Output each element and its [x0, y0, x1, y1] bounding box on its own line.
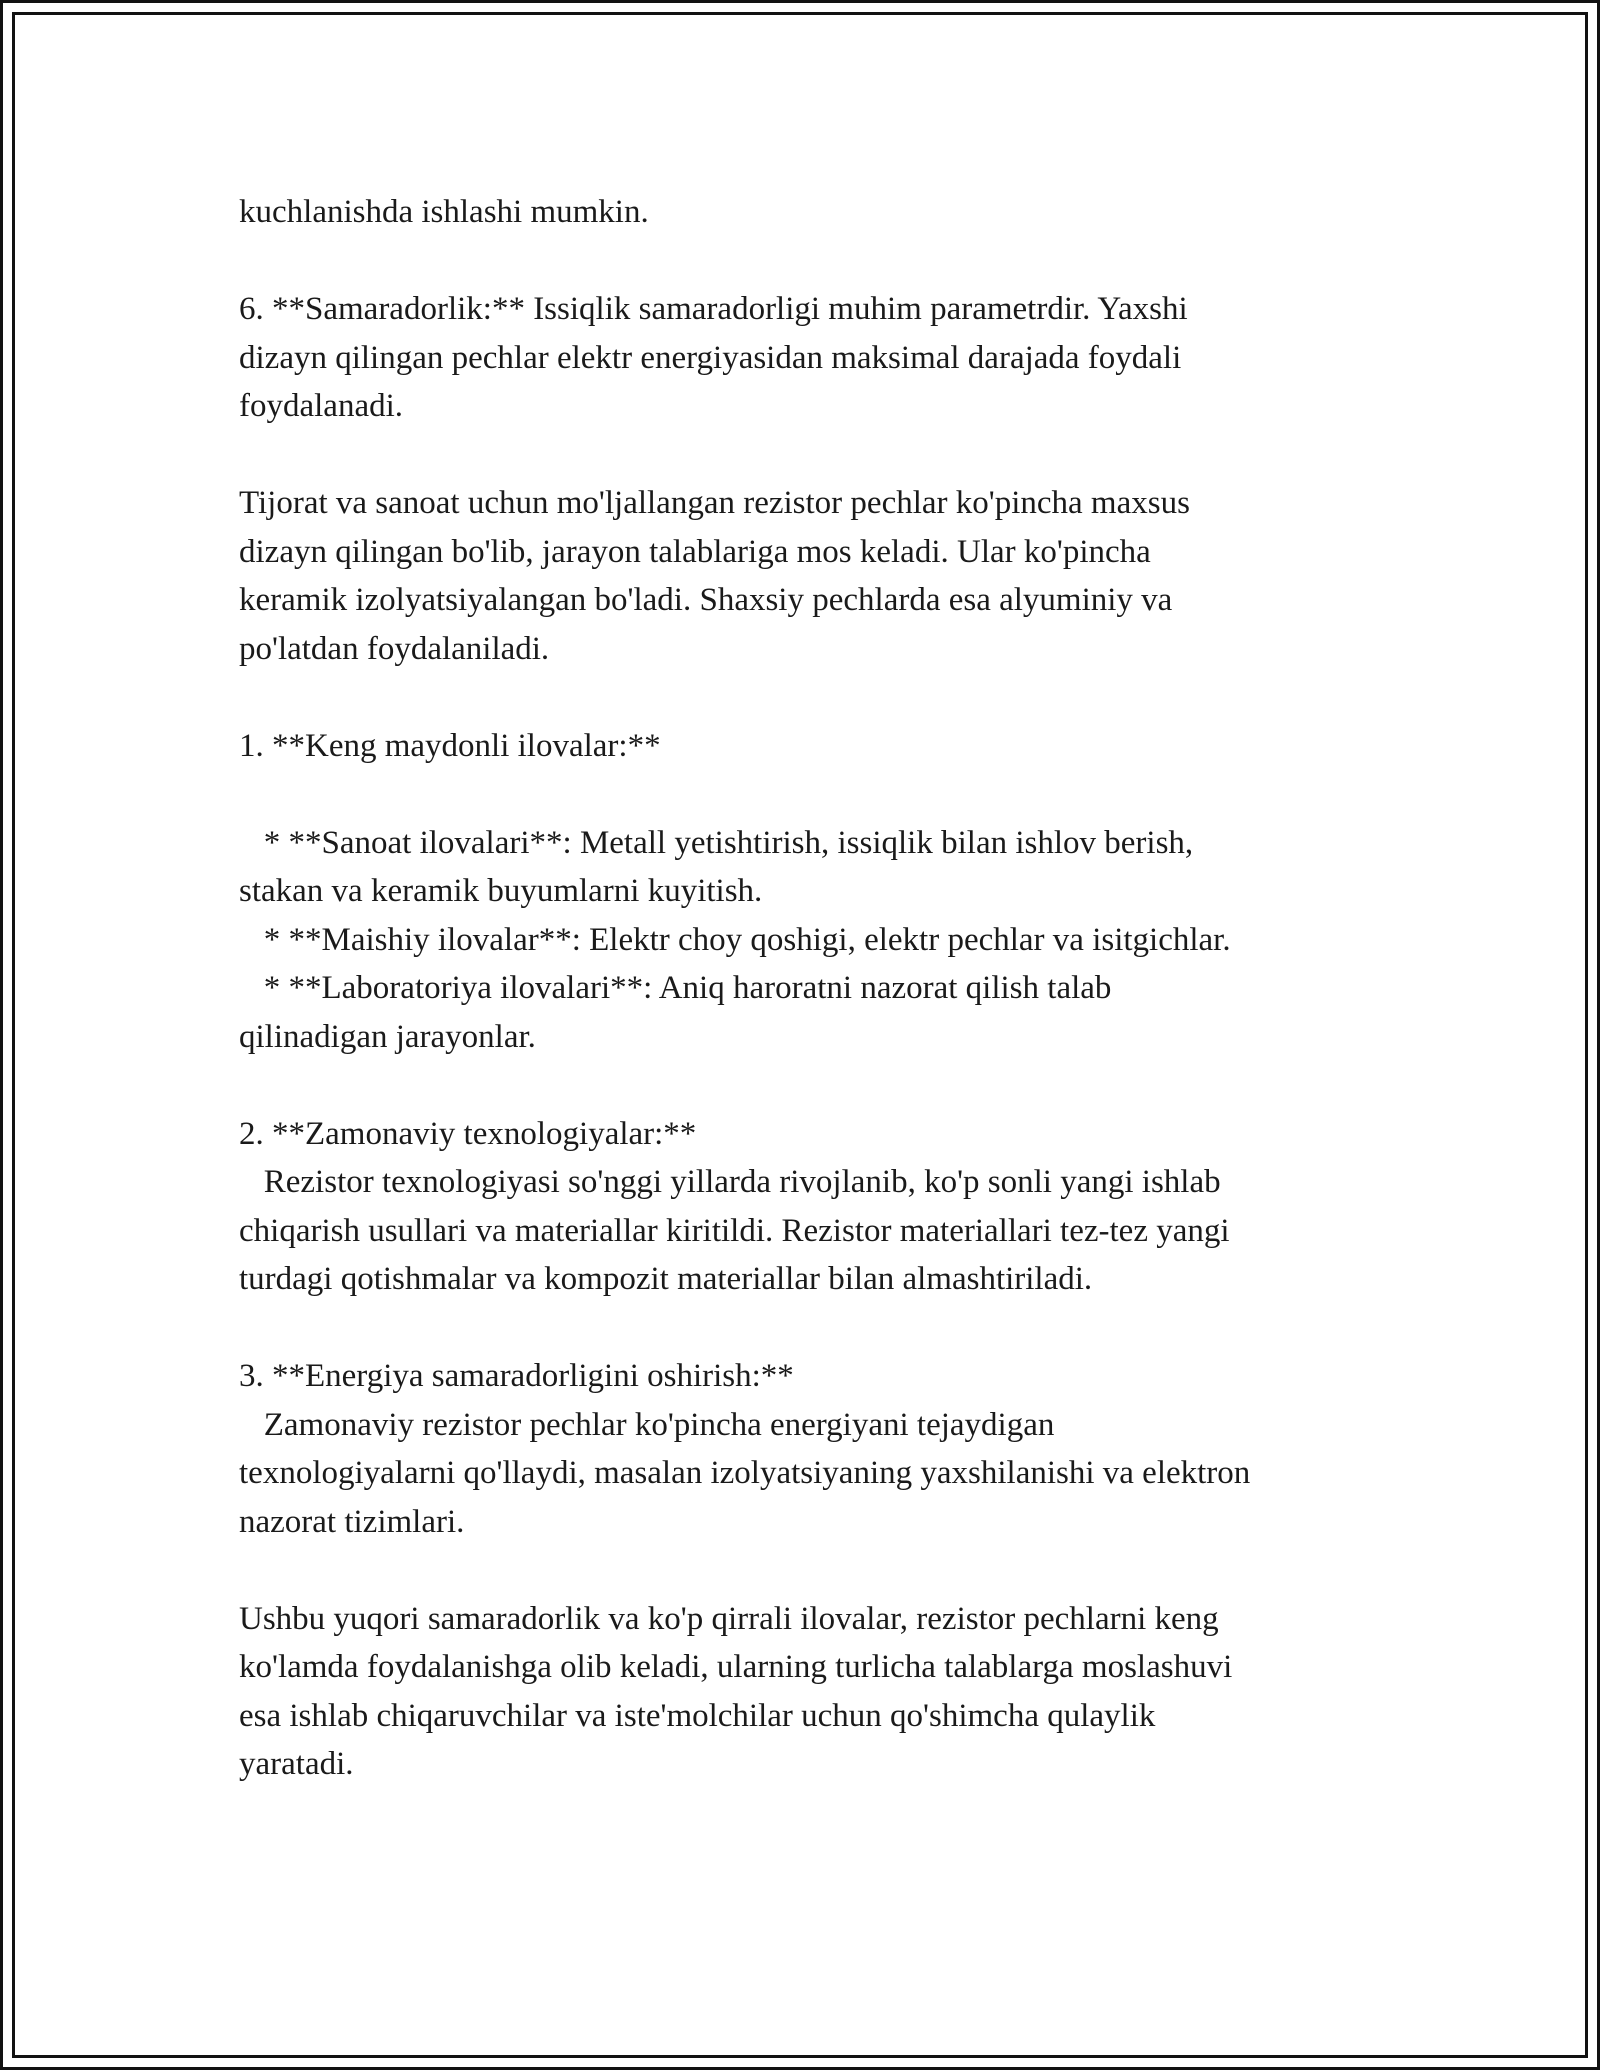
paragraph: [239, 722, 1379, 771]
text-line: chiqarish usullari va materiallar kiritildi. Rezistor materiallari tez-tez yangi: [239, 1212, 1230, 1249]
paragraph-gap: [239, 1546, 1379, 1595]
text-line: qilinadigan jarayonlar.: [239, 1018, 536, 1055]
paragraph-gap: [239, 1304, 1379, 1353]
paragraph-gap: [239, 673, 1379, 722]
text-line: dizayn qilingan bo'lib, jarayon talablariga mos keladi. Ular ko'pincha: [239, 533, 1151, 570]
text-line: yaratadi.: [239, 1746, 354, 1782]
text-line: dizayn qilingan pechlar elektr energiyasidan maksimal darajada foydali: [239, 339, 1182, 376]
text-line: foydalanadi.: [239, 388, 404, 424]
text-line: Zamonaviy rezistor pechlar ko'pincha energiyani tejaydigan: [239, 1406, 1055, 1443]
paragraph: [239, 1352, 1379, 1546]
paragraph: [239, 1110, 1379, 1304]
text-line: Rezistor texnologiyasi so'nggi yillarda rivojlanib, ko'p sonli yangi ishlab: [239, 1164, 1221, 1200]
paragraph-gap: [239, 770, 1379, 819]
text-line: ko'lamda foydalanishga olib keladi, ularning turlicha talablarga moslashuvi: [239, 1649, 1233, 1685]
paragraph: [239, 1595, 1379, 1789]
text-line: * **Laboratoriya ilovalari**: Aniq haroratni nazorat qilish talab: [239, 970, 1112, 1006]
text-line: keramik izolyatsiyalangan bo'ladi. Shaxsiy pechlarda esa alyuminiy va: [239, 582, 1173, 618]
text-line: * **Maishiy ilovalar**: Elektr choy qoshigi, elektr pechlar va isitgichlar.: [239, 921, 1231, 958]
text-line: 6. **Samaradorlik:** Issiqlik samaradorligi muhim parametrdir. Yaxshi: [239, 291, 1188, 327]
text-line: texnologiyalarni qo'llaydi, masalan izolyatsiyaning yaxshilanishi va elektron: [239, 1455, 1251, 1491]
text-line: nazorat tizimlari.: [239, 1503, 465, 1540]
text-line: Tijorat va sanoat uchun mo'ljallangan rezistor pechlar ko'pincha maxsus: [239, 485, 1190, 521]
text-line: 1. **Keng maydonli ilovalar:**: [239, 727, 661, 764]
text-line: 3. **Energiya samaradorligini oshirish:**: [239, 1358, 794, 1394]
document-body: [239, 188, 1379, 1789]
text-line: * **Sanoat ilovalari**: Metall yetishtirish, issiqlik bilan ishlov berish,: [239, 824, 1194, 861]
text-line: turdagi qotishmalar va kompozit materiallar bilan almashtiriladi.: [239, 1261, 1093, 1297]
paragraph: [239, 479, 1379, 673]
text-line: esa ishlab chiqaruvchilar va iste'molchilar uchun qo'shimcha qulaylik: [239, 1697, 1156, 1734]
text-line: stakan va keramik buyumlarni kuyitish.: [239, 873, 763, 909]
paragraph-gap: [239, 237, 1379, 286]
paragraph-gap: [239, 1061, 1379, 1110]
text-line: Ushbu yuqori samaradorlik va ko'p qirrali ilovalar, rezistor pechlarni keng: [239, 1600, 1219, 1637]
paragraph: [239, 285, 1379, 431]
paragraph: [239, 188, 1379, 237]
text-line: po'latdan foydalaniladi.: [239, 630, 550, 667]
paragraph-gap: [239, 431, 1379, 480]
text-line: kuchlanishda ishlashi mumkin.: [239, 194, 649, 230]
text-line: 2. **Zamonaviy texnologiyalar:**: [239, 1115, 697, 1152]
paragraph: [239, 819, 1379, 1062]
